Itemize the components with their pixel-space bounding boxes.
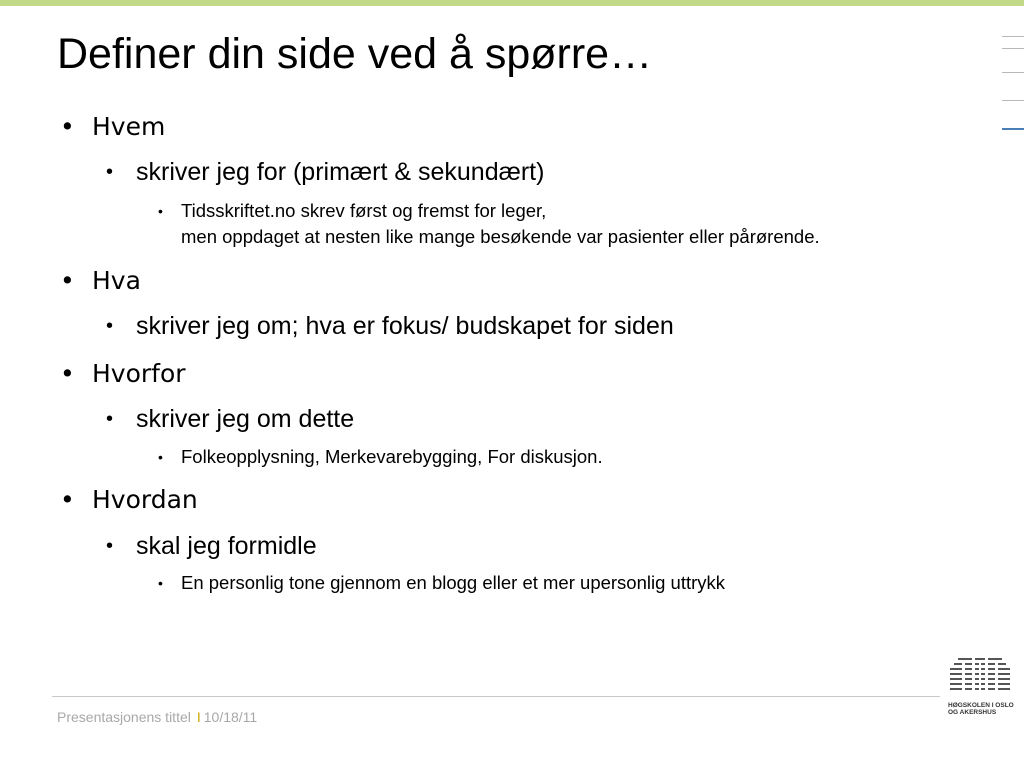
nav-line [1002,72,1024,73]
nav-line [1002,48,1024,49]
bullet-marker: • [60,359,75,388]
bullet-text: Hvem [92,112,166,141]
bullet-marker: • [158,449,163,465]
nav-line [1002,100,1024,101]
bullet-marker: • [106,408,114,430]
bullet-text: skriver jeg for (primært & sekundært) [136,158,545,186]
footer-separator: I [196,709,201,725]
bullet-text: Hva [92,266,141,295]
bullet-item-level3 [158,570,725,597]
footer-date: 10/18/11 [203,709,258,725]
bullet-text-line: men oppdaget at nesten like mange besøkende var pasienter eller pårørende. [181,226,820,247]
bullet-text-line: Folkeopplysning, Merkevarebygging, For diskusjon. [181,446,603,467]
logo-text-line: HØGSKOLEN I OSLO [948,702,1014,709]
bullet-item-level1 [60,359,186,388]
hioa-logo-text [948,702,1014,716]
bullet-marker: • [106,161,114,183]
bullet-item-level3 [158,198,820,250]
bullet-marker: • [106,535,114,557]
bullet-item-level2 [106,405,354,434]
bullet-marker: • [60,485,75,514]
bullet-item-level2 [106,532,317,561]
footer-divider [52,696,940,697]
bullet-text: skriver jeg om dette [136,405,355,433]
bullet-marker: • [158,203,163,219]
bullet-item-level1 [60,112,165,141]
bullet-item-level3 [158,444,603,471]
bullet-marker: • [158,575,163,591]
nav-line [1002,36,1024,37]
bullet-text: Hvordan [92,485,198,514]
bullet-marker: • [106,315,114,337]
slide-footer [57,709,257,725]
bullet-item-level1 [60,485,198,514]
footer-presentation-title: Presentasjonens tittel [57,709,191,725]
bullet-text: Hvorfor [92,359,186,388]
top-accent-bar [0,0,1024,6]
slide-title: Definer din side ved å spørre… [57,30,653,78]
bullet-marker: • [60,266,75,295]
bullet-item-level1 [60,266,141,295]
bullet-marker: • [60,112,75,141]
bullet-text: skal jeg formidle [136,532,317,560]
logo-text-line: OG AKERSHUS [948,709,997,716]
bullet-text-line: Tidsskriftet.no skrev først og fremst for leger, [181,200,547,221]
bullet-text-line: En personlig tone gjennom en blogg eller et mer upersonlig uttrykk [181,572,726,593]
nav-line-active [1002,128,1024,130]
bullet-item-level2 [106,312,674,341]
bullet-item-level2 [106,158,544,187]
bullet-text: skriver jeg om; hva er fokus/ budskapet for siden [136,312,674,340]
